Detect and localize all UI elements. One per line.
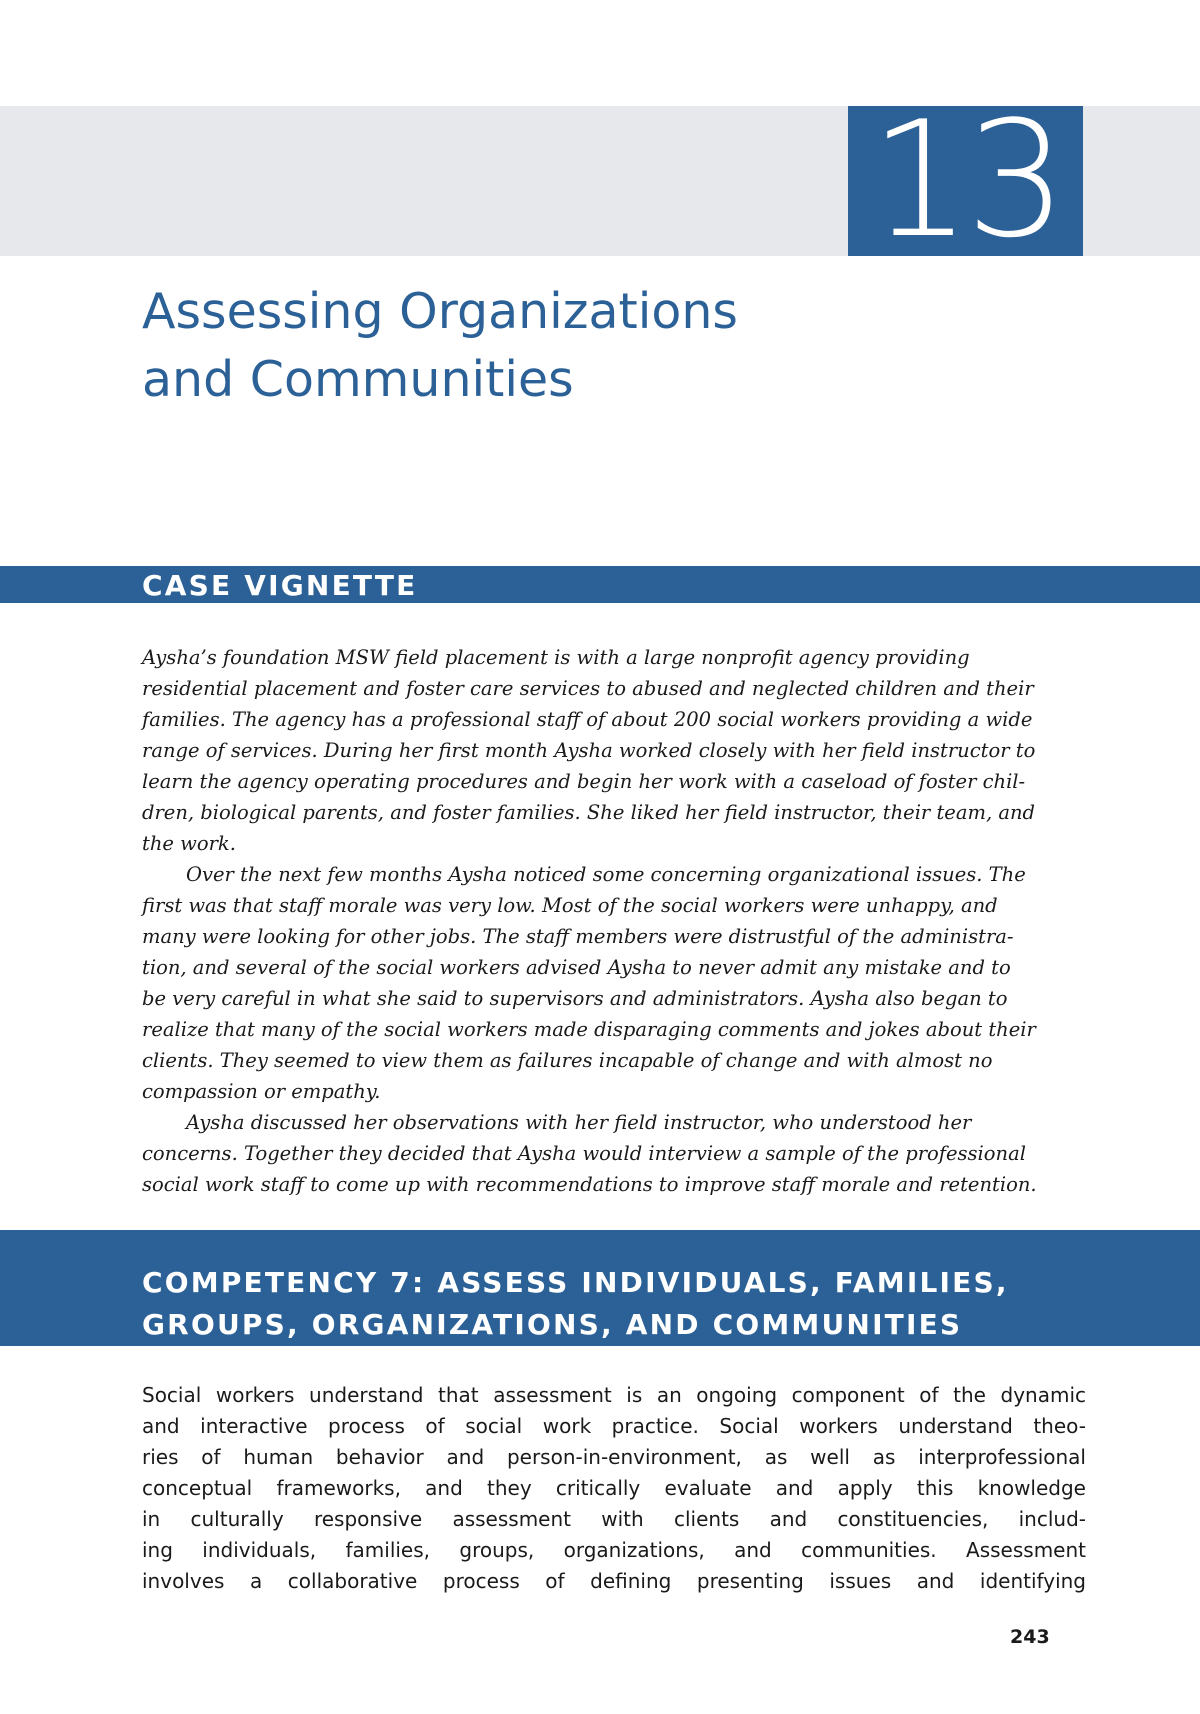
text-line: realize that many of the social workers made disparaging comments and jokes about their — [142, 1018, 1036, 1041]
chapter-number: 13 — [869, 106, 1062, 256]
text-line: families. The agency has a professional staff of about 200 social workers providing a wide — [142, 708, 1033, 731]
text-line: residential placement and foster care services to abused and neglected children and their — [142, 677, 1034, 700]
text-line: dren, biological parents, and foster families. She liked her field instructor, their team, and — [142, 801, 1036, 824]
chapter-title-line-2: and Communities — [142, 351, 574, 408]
text-line: Aysha’s foundation MSW field placement is with a large nonprofit agency providing — [142, 646, 970, 669]
text-line: and interactive process of social work practice. Social workers understand theo- — [142, 1414, 1086, 1438]
text-line: tion, and several of the social workers advised Aysha to never admit any mistake and to — [142, 956, 1011, 979]
vignette-paragraph-2 — [142, 859, 1082, 1107]
text-line: Over the next few months Aysha noticed some concerning organizational issues. The — [186, 863, 1026, 886]
text-line: compassion or empathy. — [142, 1080, 381, 1103]
chapter-title — [142, 278, 842, 414]
chapter-number-box — [848, 106, 1083, 256]
text-line: be very careful in what she said to supervisors and administrators. Aysha also began to — [142, 987, 1008, 1010]
text-line: the work. — [142, 832, 236, 855]
chapter-title-line-1: Assessing Organizations — [142, 283, 738, 340]
text-line: many were looking for other jobs. The staff members were distrustful of the administra- — [142, 925, 1014, 948]
case-vignette-heading: CASE VIGNETTE — [142, 569, 418, 602]
text-line: concerns. Together they decided that Aysha would interview a sample of the professional — [142, 1142, 1026, 1165]
text-line: Social workers understand that assessment is an ongoing component of the dynamic — [142, 1383, 1086, 1407]
vignette-paragraph-3 — [142, 1107, 1082, 1200]
text-line: learn the agency operating procedures and begin her work with a caseload of foster chil- — [142, 770, 1026, 793]
page-number: 243 — [1010, 1626, 1050, 1648]
case-vignette-text — [142, 642, 1082, 1200]
text-line: ing individuals, families, groups, organizations, and communities. Assessment — [142, 1538, 1086, 1562]
competency-heading-line-1: COMPETENCY 7: ASSESS INDIVIDUALS, FAMILIES, — [142, 1266, 1009, 1299]
text-line: conceptual frameworks, and they critically evaluate and apply this knowledge — [142, 1476, 1086, 1500]
competency-heading — [142, 1262, 1009, 1346]
competency-body-text — [142, 1380, 1086, 1597]
text-line: social work staff to come up with recommendations to improve staff morale and retention. — [142, 1173, 1037, 1196]
competency-heading-line-2: GROUPS, ORGANIZATIONS, AND COMMUNITIES — [142, 1308, 963, 1341]
text-line: clients. They seemed to view them as failures incapable of change and with almost no — [142, 1049, 993, 1072]
vignette-paragraph-1 — [142, 642, 1082, 859]
text-line: in culturally responsive assessment with clients and constituencies, includ- — [142, 1507, 1086, 1531]
text-line: Aysha discussed her observations with her field instructor, who understood her — [186, 1111, 972, 1134]
text-line: ries of human behavior and person-in-environment, as well as interprofessional — [142, 1445, 1086, 1469]
text-line: range of services. During her first month Aysha worked closely with her field instructor to — [142, 739, 1036, 762]
text-line: first was that staff morale was very low. Most of the social workers were unhappy, and — [142, 894, 998, 917]
text-line: involves a collaborative process of defining presenting issues and identifying — [142, 1569, 1086, 1593]
